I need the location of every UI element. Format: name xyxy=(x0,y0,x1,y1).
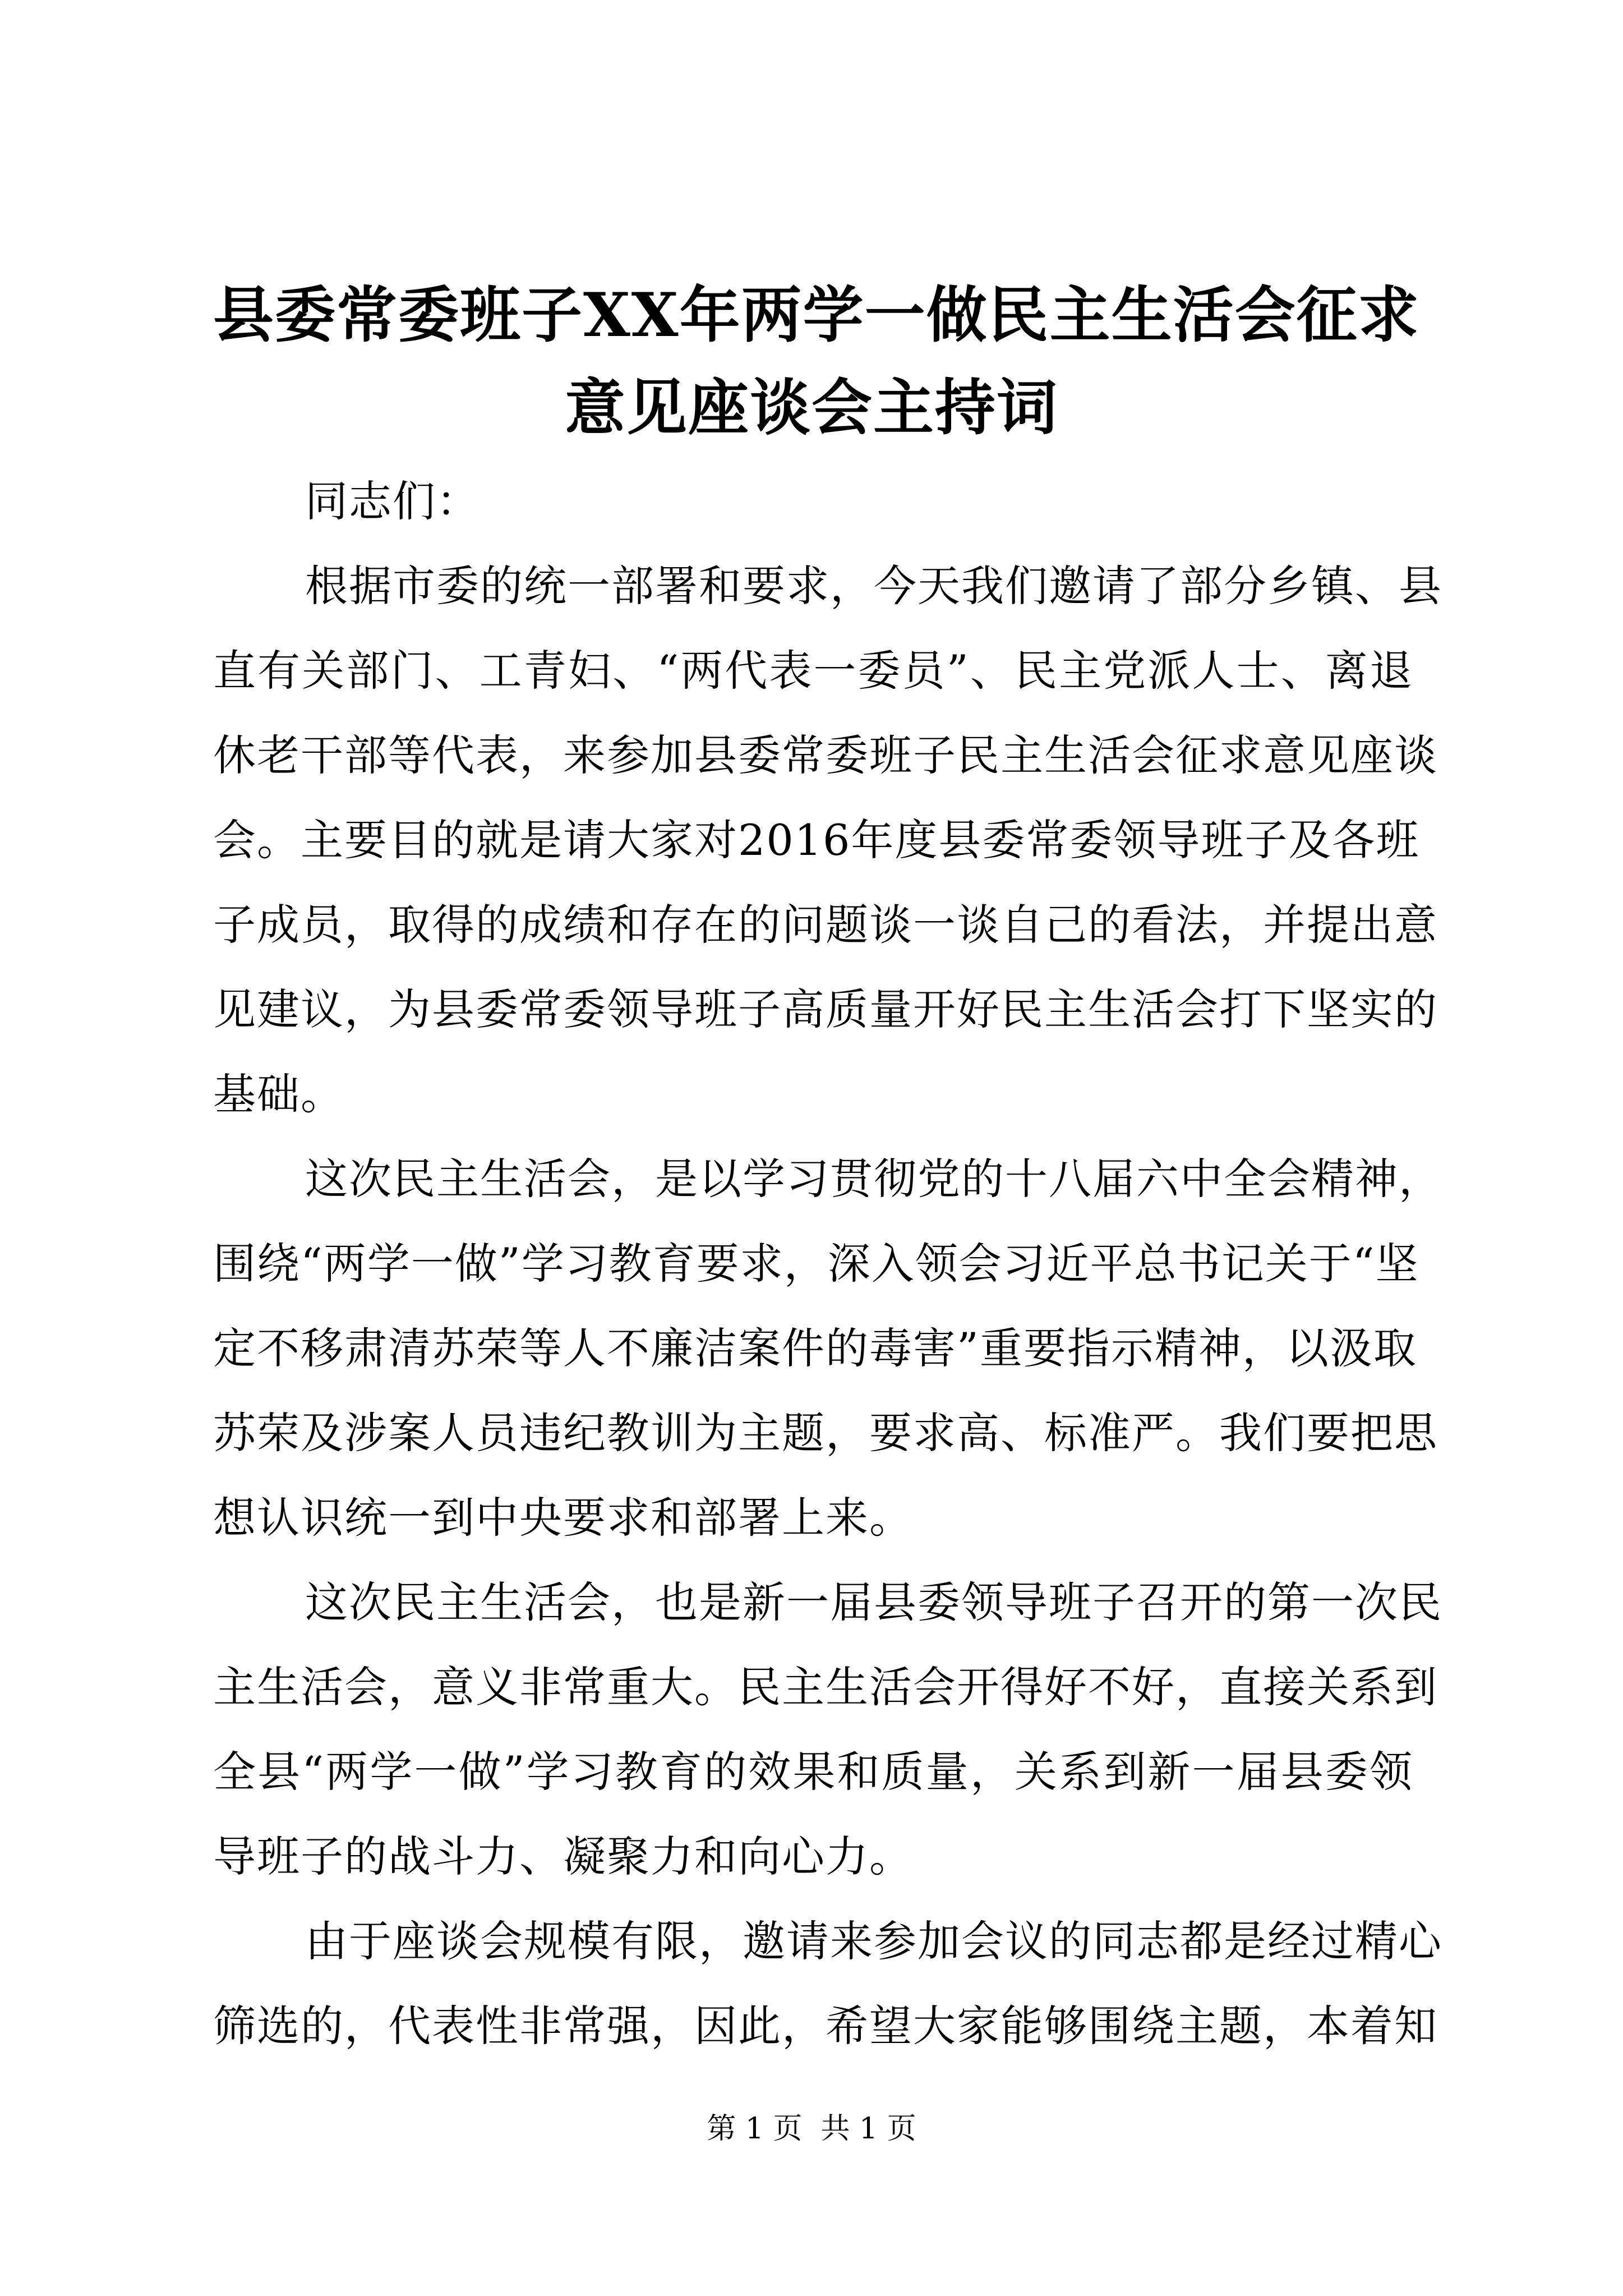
paragraph xyxy=(213,1899,1442,2068)
title-line: 意见座谈会主持词 xyxy=(564,372,1058,443)
text-line: 围绕“两学一做”学习教育要求，深入领会习近平总书记关于“坚 xyxy=(213,1239,1419,1289)
text-line: 全县“两学一做”学习教育的效果和质量，关系到新一届县委领 xyxy=(213,1747,1413,1797)
text-line: 休老干部等代表，来参加县委常委班子民主生活会征求意见座谈 xyxy=(213,730,1438,780)
text-line: 直有关部门、工青妇、“两代表一委员”、民主党派人士、离退 xyxy=(213,646,1413,696)
text-line: 主生活会，意义非常重大。民主生活会开得好不好，直接关系到 xyxy=(213,1662,1438,1712)
text-line: 同志们： xyxy=(305,476,480,526)
text-line: 定不移肃清苏荣等人不廉洁案件的毒害”重要指示精神，以汲取 xyxy=(213,1323,1417,1373)
paragraph xyxy=(213,1137,1442,1560)
text-line: 会。主要目的就是请大家对2016年度县委常委领导班子及各班 xyxy=(213,815,1420,865)
document-body xyxy=(213,459,1442,2068)
document-title xyxy=(213,269,1420,454)
text-line: 这次民主生活会，也是新一届县委领导班子召开的第一次民 xyxy=(305,1577,1442,1627)
text-line: 苏荣及涉案人员违纪教训为主题，要求高、标准严。我们要把思 xyxy=(213,1408,1438,1458)
page-footer: 第 1 页 共 1 页 xyxy=(707,2112,916,2146)
text-line: 导班子的战斗力、凝聚力和向心力。 xyxy=(213,1832,913,1881)
paragraph xyxy=(213,544,1442,1137)
text-line: 这次民主生活会，是以学习贯彻党的十八届六中全会精神， xyxy=(305,1154,1442,1204)
text-line: 子成员，取得的成绩和存在的问题谈一谈自己的看法，并提出意 xyxy=(213,900,1438,950)
text-line: 根据市委的统一部署和要求，今天我们邀请了部分乡镇、县 xyxy=(305,561,1442,611)
text-line: 想认识统一到中央要求和部署上来。 xyxy=(213,1493,913,1543)
text-line: 由于座谈会规模有限，邀请来参加会议的同志都是经过精心 xyxy=(305,1916,1442,1966)
salutation xyxy=(213,459,1413,544)
text-line: 筛选的，代表性非常强，因此，希望大家能够围绕主题，本着知 xyxy=(213,2001,1438,2051)
paragraph xyxy=(213,1560,1442,1899)
text-line: 基础。 xyxy=(213,1069,344,1119)
title-line: 县委常委班子XX年两学一做民主生活会征求 xyxy=(213,280,1420,351)
text-line: 见建议，为县委常委领导班子高质量开好民主生活会打下坚实的 xyxy=(213,984,1438,1034)
